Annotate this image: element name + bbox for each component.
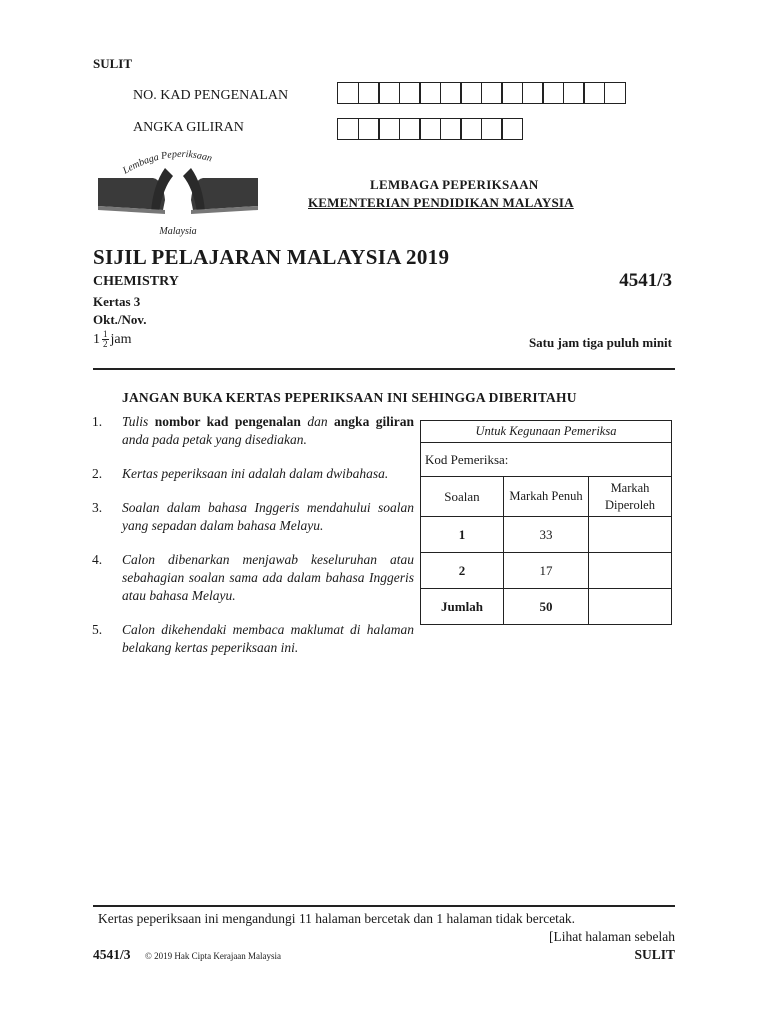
id-number-box[interactable] bbox=[399, 82, 421, 104]
duration bbox=[93, 330, 132, 349]
turn-number-box[interactable] bbox=[481, 118, 503, 140]
table-row bbox=[421, 553, 672, 589]
ministry-name: KEMENTERIAN PENDIDIKAN MALAYSIA bbox=[308, 195, 574, 210]
id-number-box[interactable] bbox=[440, 82, 462, 104]
id-number-box[interactable] bbox=[604, 82, 626, 104]
id-number-box[interactable] bbox=[522, 82, 544, 104]
duration-fraction bbox=[102, 330, 109, 349]
instruction-text: Soalan dalam bahasa Inggeris mendahului soalan yang sepadan dalam bahasa Melayu. bbox=[122, 500, 414, 533]
turn-number-label: ANGKA GILIRAN bbox=[133, 120, 244, 135]
instruction-item bbox=[92, 621, 414, 657]
instruction-number: 1. bbox=[92, 414, 103, 429]
instructions-list bbox=[92, 413, 414, 673]
marks-obtained-cell[interactable] bbox=[589, 553, 672, 589]
duration-words: Satu jam tiga puluh minit bbox=[528, 335, 672, 350]
id-number-box[interactable] bbox=[501, 82, 523, 104]
question-number: 2 bbox=[421, 553, 504, 589]
instruction-item bbox=[92, 465, 414, 483]
exam-session: Okt./Nov. bbox=[93, 312, 147, 327]
board-name: LEMBAGA PEPERIKSAAN bbox=[370, 177, 539, 192]
sulit-top-label: SULIT bbox=[93, 56, 133, 71]
total-full-marks: 50 bbox=[504, 589, 589, 625]
turn-number-box[interactable] bbox=[399, 118, 421, 140]
table-row bbox=[421, 517, 672, 553]
id-number-box[interactable] bbox=[337, 82, 359, 104]
see-next-page: [Lihat halaman sebelah bbox=[549, 929, 675, 944]
sulit-bottom-label: SULIT bbox=[634, 947, 675, 962]
examiner-code-field[interactable]: Kod Pemeriksa: bbox=[421, 443, 672, 477]
header-marks-obtained: Markah Diperoleh bbox=[589, 477, 672, 517]
instruction-text: Kertas peperiksaan ini adalah dalam dwibahasa. bbox=[122, 466, 389, 481]
instruction-item bbox=[92, 413, 414, 449]
header-full-marks: Markah Penuh bbox=[504, 477, 589, 517]
turn-number-box[interactable] bbox=[419, 118, 441, 140]
copyright-notice: © 2019 Hak Cipta Kerajaan Malaysia bbox=[145, 951, 282, 961]
turn-number-box[interactable] bbox=[460, 118, 482, 140]
total-obtained-cell[interactable] bbox=[589, 589, 672, 625]
id-number-box[interactable] bbox=[378, 82, 400, 104]
turn-number-box[interactable] bbox=[358, 118, 380, 140]
id-number-box[interactable] bbox=[542, 82, 564, 104]
question-number: 1 bbox=[421, 517, 504, 553]
svg-text:Malaysia: Malaysia bbox=[159, 226, 197, 237]
footer-divider bbox=[93, 905, 675, 907]
id-number-box[interactable] bbox=[460, 82, 482, 104]
header-question: Soalan bbox=[421, 477, 504, 517]
paper-number: Kertas 3 bbox=[93, 294, 141, 309]
duration-numerator: 1 bbox=[103, 329, 108, 339]
instruction-number: 5. bbox=[92, 622, 103, 637]
instruction-text: Tulis nombor kad pengenalan dan angka giliran anda pada petak yang disediakan. bbox=[122, 414, 415, 447]
id-number-box[interactable] bbox=[358, 82, 380, 104]
exam-title: SIJIL PELAJARAN MALAYSIA 2019 bbox=[93, 245, 450, 269]
duration-denominator: 2 bbox=[103, 339, 108, 349]
total-label: Jumlah bbox=[421, 589, 504, 625]
instruction-number: 3. bbox=[92, 500, 103, 515]
examiner-table bbox=[420, 420, 672, 625]
instruction-number: 4. bbox=[92, 552, 103, 567]
marks-obtained-cell[interactable] bbox=[589, 517, 672, 553]
duration-whole: 1 bbox=[93, 331, 100, 347]
instruction-item bbox=[92, 499, 414, 535]
id-number-label: NO. KAD PENGENALAN bbox=[133, 88, 289, 103]
paper-code: 4541/3 bbox=[619, 270, 672, 291]
instruction-item bbox=[92, 551, 414, 605]
examiner-table-title: Untuk Kegunaan Pemeriksa bbox=[421, 421, 672, 443]
page-count-note: Kertas peperiksaan ini mengandungi 11 halaman bercetak dan 1 halaman tidak bercetak. bbox=[98, 911, 576, 926]
turn-number-box[interactable] bbox=[440, 118, 462, 140]
id-number-boxes[interactable] bbox=[337, 82, 624, 104]
instruction-number: 2. bbox=[92, 466, 103, 481]
id-number-box[interactable] bbox=[563, 82, 585, 104]
subject-name: CHEMISTRY bbox=[93, 274, 179, 289]
total-row bbox=[421, 589, 672, 625]
id-number-box[interactable] bbox=[419, 82, 441, 104]
id-number-box[interactable] bbox=[583, 82, 605, 104]
exam-board-logo bbox=[93, 140, 263, 240]
turn-number-box[interactable] bbox=[378, 118, 400, 140]
turn-number-box[interactable] bbox=[501, 118, 523, 140]
instruction-text: Calon dibenarkan menjawab keseluruhan atau sebahagian soalan sama ada dalam bahasa Inggeris atau bahasa Melayu. bbox=[122, 552, 414, 603]
footer-paper-code: 4541/3 bbox=[93, 947, 131, 962]
instruction-text: Calon dikehendaki membaca maklumat di halaman belakang kertas peperiksaan ini. bbox=[122, 622, 414, 655]
id-number-box[interactable] bbox=[481, 82, 503, 104]
svg-text:Lembaga Peperiksaan: Lembaga Peperiksaan bbox=[121, 148, 214, 177]
turn-number-boxes[interactable] bbox=[337, 118, 522, 140]
turn-number-box[interactable] bbox=[337, 118, 359, 140]
warning-notice: JANGAN BUKA KERTAS PEPERIKSAAN INI SEHINGGA DIBERITAHU bbox=[122, 390, 577, 405]
full-marks: 33 bbox=[504, 517, 589, 553]
duration-unit: jam bbox=[110, 331, 132, 347]
full-marks: 17 bbox=[504, 553, 589, 589]
header-divider bbox=[93, 368, 675, 370]
